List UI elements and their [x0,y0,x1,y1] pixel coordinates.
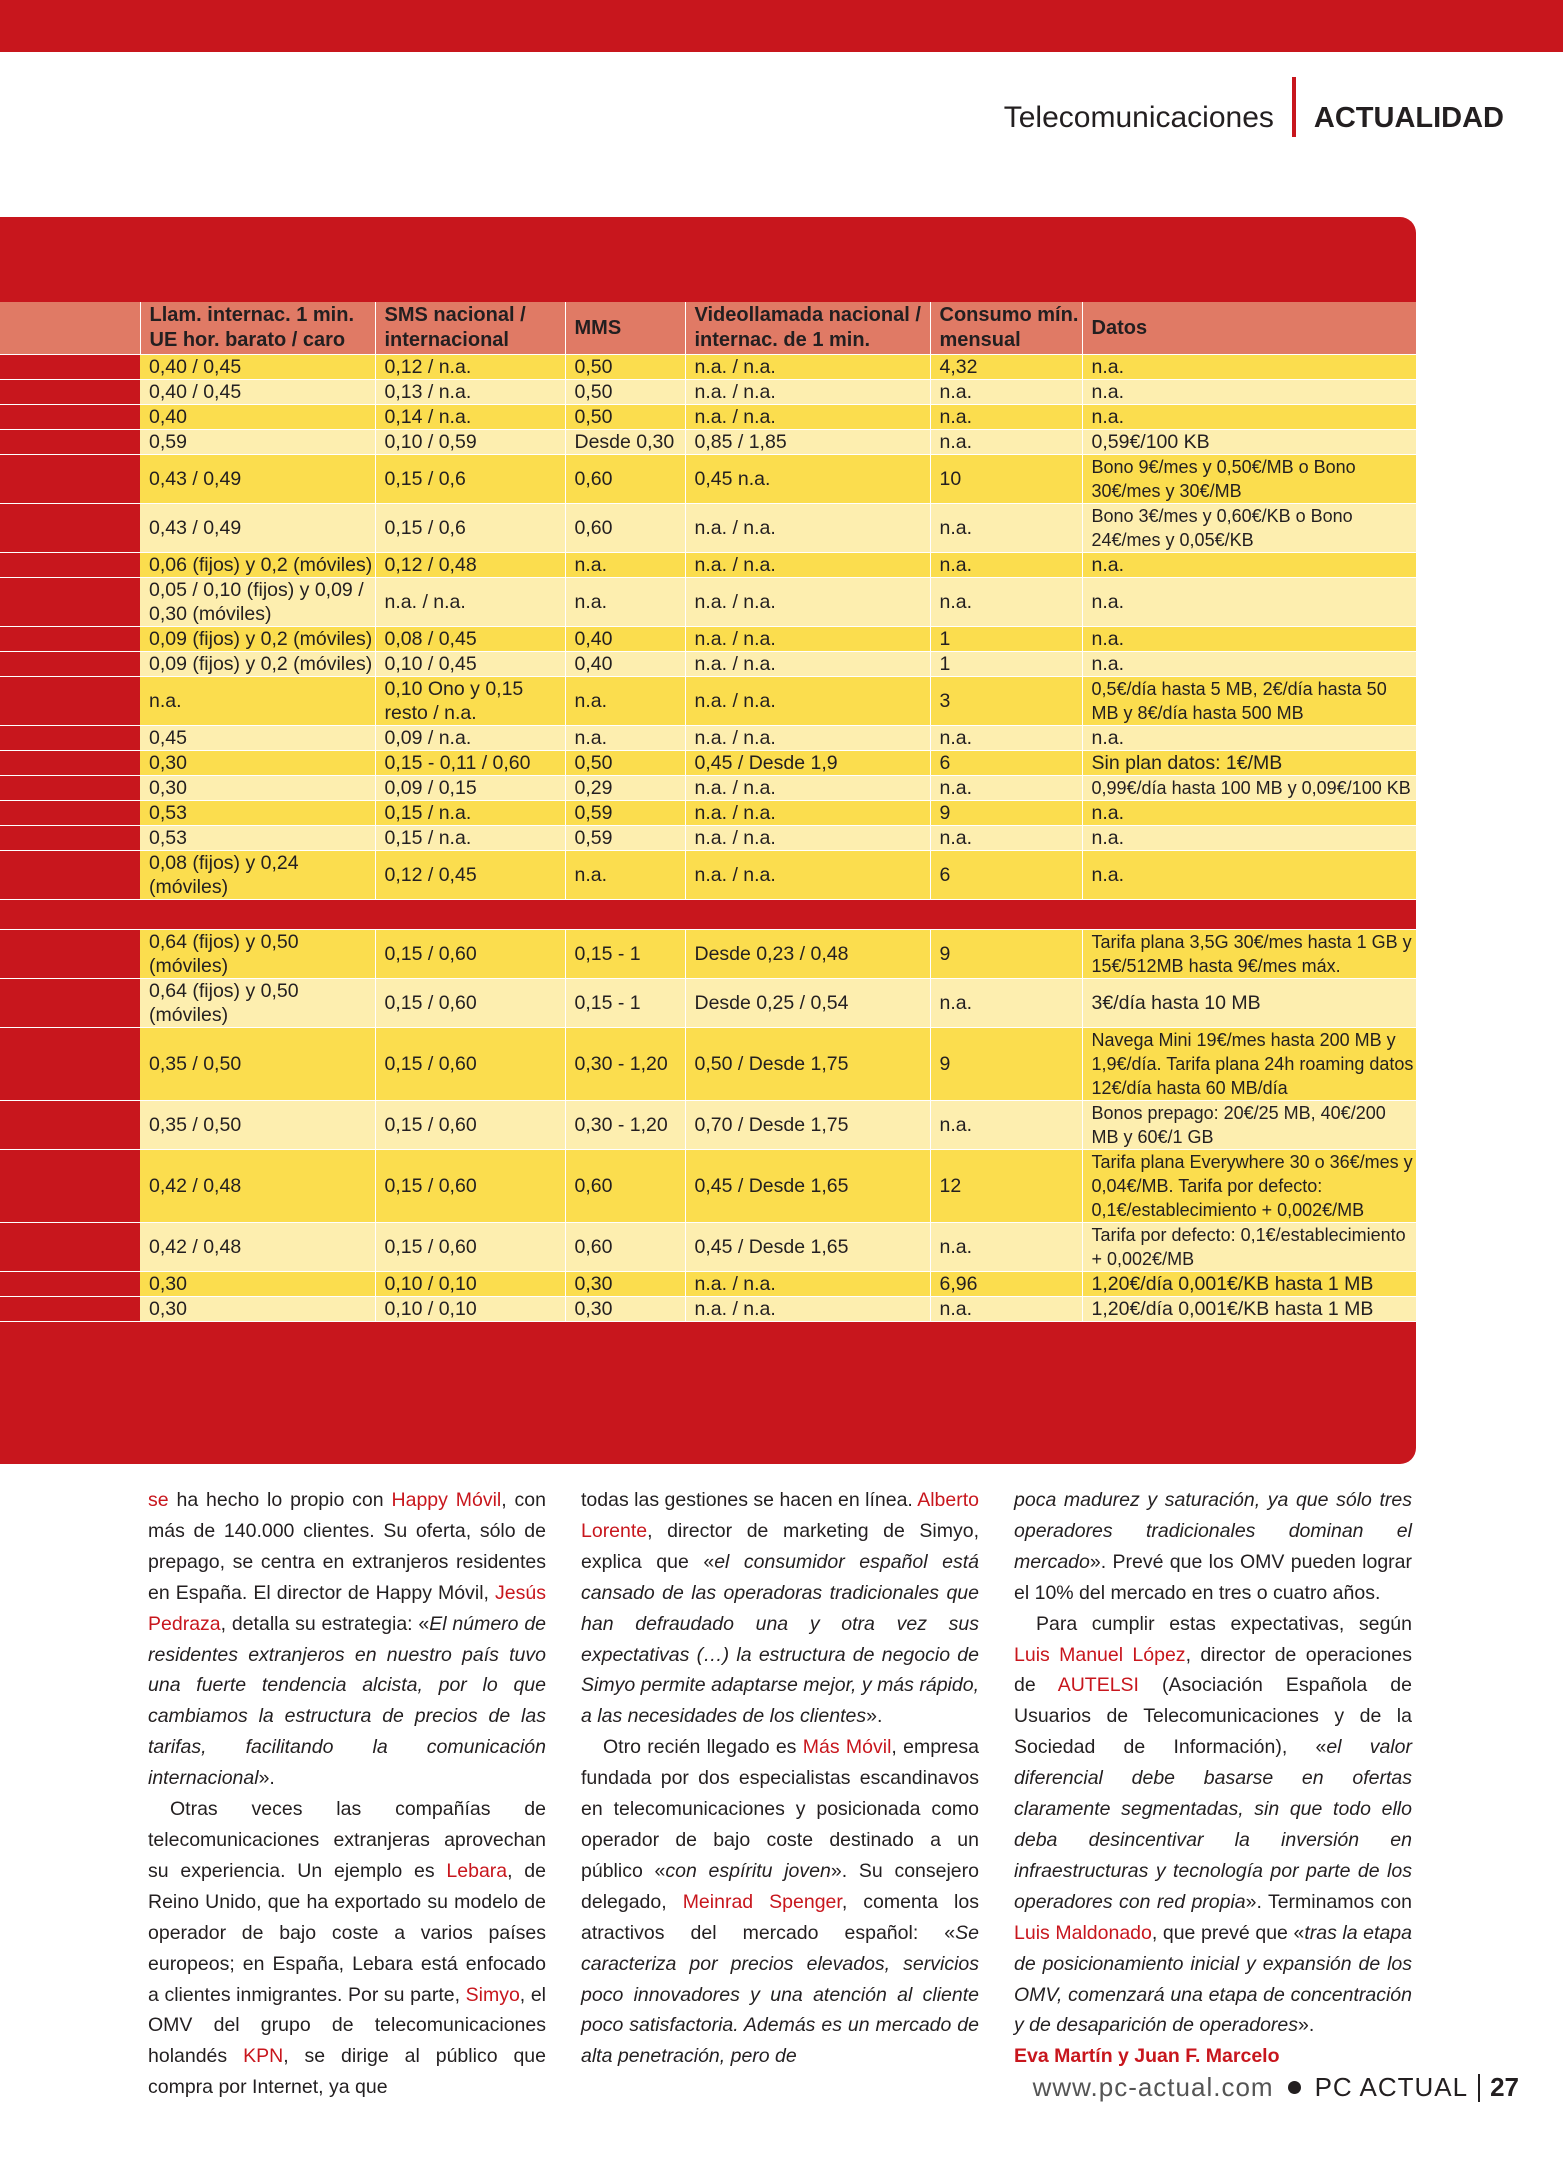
tariff-table [0,302,1417,1322]
table-cell: 0,53 [140,826,375,851]
table-cell: 0,45 / Desde 1,9 [685,751,930,776]
highlighted-name: Meinrad Spenger [682,1890,842,1913]
table-cell: n.a. [1082,851,1416,900]
body-text: ». [258,1767,275,1790]
column-header: Llam. internac. 1 min. UE hor. barato / caro [140,302,375,355]
table-row [0,355,1416,380]
table-cell: 1 [930,652,1082,677]
table-cell: 0,12 / 0,45 [375,851,565,900]
body-text: ha hecho lo propio con [168,1489,392,1511]
table-cell: n.a. / n.a. [685,677,930,726]
table-cell: 6 [930,851,1082,900]
table-row [0,553,1416,578]
article-paragraph [1014,1609,1412,2042]
highlighted-name: Jesús Pedraza [148,1581,546,1635]
table-cell: 0,5€/día hasta 5 MB, 2€/día hasta 50 MB y 8€/día hasta 500 MB [1082,677,1416,726]
table-cell: 0,99€/día hasta 100 MB y 0,09€/100 KB [1082,776,1416,801]
table-cell: 0,59 [565,826,685,851]
table-cell: 0,53 [140,801,375,826]
quote-text: El número de residentes extranjeros en nuestro país tuvo una fuerte tendencia alcista, por lo que cambiamos la estructura de precios de las tarifas, facilitando la comunicación internacional [148,1612,547,1790]
table-cell: n.a. [930,1223,1082,1272]
table-cell: n.a. [140,677,375,726]
table-cell: n.a. / n.a. [685,380,930,405]
table-cell: 0,09 / 0,15 [375,776,565,801]
article-authors: Eva Martín y Juan F. Marcelo [1014,2045,1280,2068]
row-blank [0,1101,140,1150]
separator-cell [0,900,1416,930]
highlighted-name: Simyo [465,1983,520,2006]
table-cell: n.a. [1082,355,1416,380]
table-cell: 0,60 [565,1150,685,1223]
table-cell: 0,35 / 0,50 [140,1101,375,1150]
body-text: todas las gestiones se hacen en línea. [581,1489,918,1511]
row-blank [0,504,140,553]
table-cell: 0,30 [140,751,375,776]
table-cell: 0,42 / 0,48 [140,1150,375,1223]
table-row [0,1297,1416,1322]
row-blank [0,1272,140,1297]
table-cell: n.a. [930,553,1082,578]
table-cell: 0,60 [565,1223,685,1272]
article-paragraph [1014,1485,1412,1609]
row-blank [0,826,140,851]
table-cell: Tarifa plana 3,5G 30€/mes hasta 1 GB y 15€/512MB hasta 9€/mes máx. [1082,930,1416,979]
table-cell: n.a. / n.a. [685,1272,930,1297]
table-cell: Desde 0,23 / 0,48 [685,930,930,979]
row-blank [0,851,140,900]
body-text: Otras veces las compañías de telecomunicaciones extranjeras aprovechan su experiencia. Un ejemplo es [148,1798,546,1882]
table-row [0,776,1416,801]
table-row [0,578,1416,627]
header-blank [0,302,140,355]
body-text: , detalla su estrategia: « [220,1612,430,1635]
section-label: Telecomunicaciones [1003,101,1274,134]
body-text: (Asociación Española de Usuarios de Telecomunicaciones y de la Sociedad de Información), « [1014,1674,1412,1759]
table-row [0,405,1416,430]
body-text: ». Terminamos con [1245,1890,1412,1913]
table-cell: n.a. [930,578,1082,627]
table-cell: 9 [930,1028,1082,1101]
table-cell: n.a. [565,726,685,751]
column-header: Videollamada nacional / internac. de 1 min. [685,302,930,355]
article-paragraph [581,1732,979,2072]
article-column-1 [148,1485,546,2103]
table-row [0,1150,1416,1223]
table-cell: 0,15 - 1 [565,930,685,979]
table-cell: n.a. / n.a. [685,726,930,751]
table-cell: 0,15 / 0,60 [375,1223,565,1272]
quote-text: tras la etapa de posicionamiento inicial y expansión de los OMV, comenzará una etapa de concentración y de desaparición de operadores [1014,1921,1412,2037]
table-cell: n.a. / n.a. [685,776,930,801]
table-cell: Desde 0,30 [565,430,685,455]
table-cell: 0,45 / Desde 1,65 [685,1150,930,1223]
table-cell: 0,09 (fijos) y 0,2 (móviles) [140,627,375,652]
body-text: , director de marketing de Simyo, explica que « [581,1519,979,1573]
table-cell: 0,12 / 0,48 [375,553,565,578]
page-footer [1033,2072,1519,2103]
table-cell: n.a. [1082,627,1416,652]
table-cell: 0,30 [140,776,375,801]
row-blank [0,355,140,380]
table-row [0,1028,1416,1101]
table-header-row [0,302,1416,355]
table-cell: Tarifa plana Everywhere 30 o 36€/mes y 0,04€/MB. Tarifa por defecto: 0,1€/establecimiento + 0,002€/MB [1082,1150,1416,1223]
row-blank [0,677,140,726]
table-cell: Bono 9€/mes y 0,50€/MB o Bono 30€/mes y 30€/MB [1082,455,1416,504]
table-cell: n.a. [1082,578,1416,627]
body-text: , de Reino Unido, que ha exportado su modelo de operador de bajo coste a varios países europeos; en España, Lebara está enfocado a clientes inmigrantes. Por su parte, [148,1859,547,2006]
table-cell: 1 [930,627,1082,652]
body-text: Otro recién llegado es [603,1736,803,1759]
table-cell: 0,15 / 0,60 [375,1101,565,1150]
column-header: Datos [1082,302,1416,355]
table-cell: n.a. [1082,801,1416,826]
body-text: , empresa fundada por dos especialistas escandinavos en telecomunicaciones y posicionada como operador de bajo coste destinado a un público « [581,1736,979,1882]
table-cell: n.a. / n.a. [685,801,930,826]
table-cell: n.a. [930,504,1082,553]
table-cell: n.a. [930,726,1082,751]
table-cell: 0,30 [140,1297,375,1322]
row-blank [0,726,140,751]
table-cell: 0,30 - 1,20 [565,1101,685,1150]
table-cell: 9 [930,930,1082,979]
table-cell: 0,50 [565,751,685,776]
row-blank [0,578,140,627]
row-blank [0,930,140,979]
table-cell: 0,10 / 0,10 [375,1297,565,1322]
quote-text: con espíritu joven [665,1859,831,1882]
table-row [0,826,1416,851]
table-cell: Bonos prepago: 20€/25 MB, 40€/200 MB y 60€/1 GB [1082,1101,1416,1150]
table-cell: n.a. / n.a. [685,578,930,627]
body-text: , se dirige al público que compra por Internet, ya que [148,2045,546,2099]
table-cell: n.a. [565,851,685,900]
quote-text: Se caracteriza por precios elevados, servicios poco innovadores y una atención al cliente poco satisfactoria. Además es un mercado de alta penetración, pero de [581,1921,979,2068]
article-paragraph [148,1794,546,2103]
table-row [0,851,1416,900]
table-cell: n.a. [565,677,685,726]
table-cell: n.a. / n.a. [685,405,930,430]
table-cell: 12 [930,1150,1082,1223]
table-cell: n.a. [1082,726,1416,751]
table-cell: n.a. [930,1101,1082,1150]
table-cell: 9 [930,801,1082,826]
body-text: , director de operaciones de [1014,1643,1412,1697]
table-cell: 0,15 / 0,60 [375,1028,565,1101]
table-cell: 0,40 [565,652,685,677]
table-cell: 0,45 [140,726,375,751]
table-cell: n.a. / n.a. [685,504,930,553]
table-cell: 0,40 / 0,45 [140,380,375,405]
body-text: Para cumplir estas expectativas, según [1036,1612,1412,1635]
table-cell: 0,10 / 0,10 [375,1272,565,1297]
table-cell: 0,50 [565,405,685,430]
page-header [1004,96,1504,140]
table-cell: 0,85 / 1,85 [685,430,930,455]
article-column-2 [581,1485,979,2103]
table-cell: 0,15 / n.a. [375,801,565,826]
table-cell: 0,15 / 0,60 [375,1150,565,1223]
row-blank [0,380,140,405]
table-cell: n.a. [930,776,1082,801]
table-cell: n.a. [565,578,685,627]
table-cell: 0,59 [140,430,375,455]
table-cell: n.a. / n.a. [685,1297,930,1322]
table-cell: n.a. / n.a. [685,553,930,578]
table-cell: Navega Mini 19€/mes hasta 200 MB y 1,9€/día. Tarifa plana 24h roaming datos 12€/día hasta 60 MB/día [1082,1028,1416,1101]
table-cell: 0,29 [565,776,685,801]
table-row [0,801,1416,826]
row-blank [0,1223,140,1272]
table-cell: n.a. / n.a. [685,627,930,652]
table-cell: 0,15 / n.a. [375,826,565,851]
row-blank [0,979,140,1028]
table-row [0,380,1416,405]
table-cell: n.a. [930,405,1082,430]
highlighted-name: KPN [243,2045,284,2068]
row-blank [0,776,140,801]
body-text: , que prevé que « [1151,1921,1305,1944]
table-cell: 6,96 [930,1272,1082,1297]
highlighted-name: Happy Móvil [391,1489,502,1511]
table-row [0,930,1416,979]
table-cell: 0,60 [565,455,685,504]
table-cell: 0,45 / Desde 1,65 [685,1223,930,1272]
body-text: , comenta los atractivos del mercado español: « [581,1890,979,1944]
table-cell: 6 [930,751,1082,776]
table-cell: 0,09 (fijos) y 0,2 (móviles) [140,652,375,677]
column-header: Consumo mín. mensual [930,302,1082,355]
body-text: ». Prevé que los OMV pueden lograr el 10% del mercado en tres o cuatro años. [1014,1550,1412,1604]
table-row [0,677,1416,726]
table-cell: Bono 3€/mes y 0,60€/KB o Bono 24€/mes y 0,05€/KB [1082,504,1416,553]
body-text: ». Su consejero delegado, [581,1859,979,1913]
table-cell: 0,64 (fijos) y 0,50 (móviles) [140,930,375,979]
body-text: ». [866,1705,883,1728]
row-blank [0,1150,140,1223]
table-separator [0,900,1416,930]
table-cell: n.a. [565,553,685,578]
footer-url[interactable]: www.pc-actual.com [1032,2072,1274,2102]
table-cell: 4,32 [930,355,1082,380]
column-header: SMS nacional / internacional [375,302,565,355]
bullet-icon [1288,2081,1301,2094]
table-cell: 0,13 / n.a. [375,380,565,405]
table-row [0,652,1416,677]
tariff-table-wrap [0,302,1416,1322]
table-cell: 0,30 - 1,20 [565,1028,685,1101]
table-cell: 0,50 [565,355,685,380]
table-cell: 0,15 / 0,6 [375,504,565,553]
row-blank [0,405,140,430]
highlighted-name: AUTELSI [1057,1674,1139,1697]
table-cell: 0,15 - 0,11 / 0,60 [375,751,565,776]
table-cell: Sin plan datos: 1€/MB [1082,751,1416,776]
row-blank [0,1028,140,1101]
table-cell: 0,05 / 0,10 (fijos) y 0,09 / 0,30 (móviles) [140,578,375,627]
table-cell: n.a. [1082,652,1416,677]
table-cell: 0,15 - 1 [565,979,685,1028]
top-red-bar [0,0,1563,52]
table-cell: Tarifa por defecto: 0,1€/establecimiento + 0,002€/MB [1082,1223,1416,1272]
table-cell: 0,40 / 0,45 [140,355,375,380]
row-blank [0,430,140,455]
table-cell: n.a. / n.a. [685,355,930,380]
article-column-3 [1014,1485,1412,2103]
table-cell: n.a. [1082,380,1416,405]
table-cell: 1,20€/día 0,001€/KB hasta 1 MB [1082,1297,1416,1322]
table-cell: 0,30 [565,1297,685,1322]
magazine-name: PC ACTUAL [1314,2072,1469,2102]
table-cell: n.a. [930,430,1082,455]
body-text: , con más de 140.000 clientes. Su oferta, sólo de prepago, se centra en extranjeros residentes en España. El director de Happy Móvil, [148,1489,546,1604]
quote-text: el valor diferencial debe basarse en ofertas claramente segmentadas, sin que todo ello deba desincentivar la inversión en infraestructuras y tecnología por parte de los operadores con red propia [1014,1736,1412,1913]
row-blank [0,751,140,776]
article-paragraph [148,1485,546,1794]
table-cell: n.a. [930,979,1082,1028]
table-cell: 0,60 [565,504,685,553]
table-cell: 0,45 n.a. [685,455,930,504]
table-cell: 0,15 / 0,60 [375,979,565,1028]
highlighted-name: Alberto Lorente [581,1489,979,1542]
table-cell: n.a. [930,1297,1082,1322]
table-cell: n.a. / n.a. [685,851,930,900]
highlighted-name: Luis Maldonado [1014,1921,1152,1944]
table-cell: n.a. [1082,553,1416,578]
quote-text: poca madurez y saturación, ya que sólo tres operadores tradicionales dominan el mercado [1014,1489,1412,1573]
body-text: ». [1298,2014,1315,2037]
table-cell: 0,50 / Desde 1,75 [685,1028,930,1101]
table-cell: n.a. / n.a. [375,578,565,627]
row-blank [0,455,140,504]
table-cell: 0,70 / Desde 1,75 [685,1101,930,1150]
table-row [0,1101,1416,1150]
table-row [0,627,1416,652]
table-cell: 0,08 / 0,45 [375,627,565,652]
table-row [0,979,1416,1028]
table-cell: n.a. [1082,405,1416,430]
table-cell: 0,43 / 0,49 [140,504,375,553]
row-blank [0,652,140,677]
article-body [148,1485,1412,2103]
quote-text: el consumidor español está cansado de las operadoras tradicionales que han defraudado una y otra vez sus expectativas (…) la estructura de negocio de Simyo permite adaptarse mejor, y más rápido, a las necesidades de los clientes [581,1550,980,1728]
table-cell: 10 [930,455,1082,504]
table-cell: n.a. [930,826,1082,851]
table-cell: 0,30 [565,1272,685,1297]
table-cell: 0,40 [565,627,685,652]
highlighted-name: Luis Manuel López [1014,1643,1186,1666]
table-cell: 0,10 / 0,45 [375,652,565,677]
table-cell: 0,09 / n.a. [375,726,565,751]
row-blank [0,1297,140,1322]
table-cell: 0,12 / n.a. [375,355,565,380]
highlighted-name: Más Móvil [802,1736,892,1759]
row-blank [0,553,140,578]
table-cell: 3€/día hasta 10 MB [1082,979,1416,1028]
table-cell: n.a. [930,380,1082,405]
table-row [0,430,1416,455]
table-cell: 0,30 [140,1272,375,1297]
table-cell: 0,42 / 0,48 [140,1223,375,1272]
table-cell: 0,10 / 0,59 [375,430,565,455]
page-number: 27 [1490,2072,1519,2102]
table-cell: 0,59€/100 KB [1082,430,1416,455]
highlighted-name: Lebara [446,1859,508,1882]
column-header: MMS [565,302,685,355]
highlighted-name: se [148,1489,169,1511]
table-cell: 0,40 [140,405,375,430]
table-cell: n.a. / n.a. [685,826,930,851]
body-text: , el OMV del grupo de telecomunicaciones holandés [148,1983,546,2068]
table-cell: 0,10 Ono y 0,15 resto / n.a. [375,677,565,726]
table-cell: Desde 0,25 / 0,54 [685,979,930,1028]
table-row [0,504,1416,553]
table-cell: 0,15 / 0,60 [375,930,565,979]
table-cell: n.a. / n.a. [685,652,930,677]
table-cell: 0,08 (fijos) y 0,24 (móviles) [140,851,375,900]
table-row [0,1223,1416,1272]
table-cell: 0,14 / n.a. [375,405,565,430]
table-cell: 0,15 / 0,6 [375,455,565,504]
table-cell: 1,20€/día 0,001€/KB hasta 1 MB [1082,1272,1416,1297]
row-blank [0,627,140,652]
article-paragraph [581,1485,979,1732]
table-row [0,455,1416,504]
table-cell: 0,35 / 0,50 [140,1028,375,1101]
table-row [0,726,1416,751]
table-cell: 0,43 / 0,49 [140,455,375,504]
category-label: ACTUALIDAD [1313,101,1504,134]
table-cell: n.a. [1082,826,1416,851]
table-cell: 0,06 (fijos) y 0,2 (móviles) [140,553,375,578]
row-blank [0,801,140,826]
table-row [0,751,1416,776]
table-cell: 0,50 [565,380,685,405]
table-cell: 0,59 [565,801,685,826]
footer-divider [1478,2074,1480,2102]
table-cell: 0,64 (fijos) y 0,50 (móviles) [140,979,375,1028]
table-row [0,1272,1416,1297]
table-cell: 3 [930,677,1082,726]
